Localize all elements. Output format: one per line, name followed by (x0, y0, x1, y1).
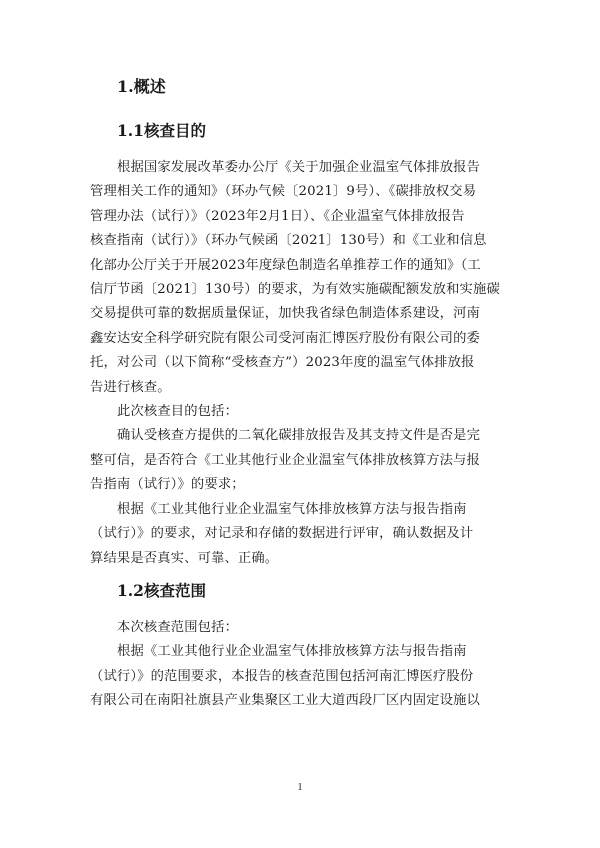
text-line: 确认受核查方提供的二氧化碳排放报告及其支持文件是否是完 (117, 428, 481, 444)
text-line: 算结果是否真实、可靠、正确。 (90, 550, 279, 566)
text-line: 托，对公司（以下简称“受核查方”）2023年度的温室气体排放报 (90, 355, 475, 371)
text-line: 告指南（试行）》的要求； (90, 477, 245, 493)
text-line: 核查指南（试行）》（环办气候函〔2021〕130号）和《工业和信息 (90, 233, 487, 249)
paragraph (90, 156, 512, 400)
paragraph (90, 424, 512, 497)
text-line: （试行）》的要求，对记录和存储的数据进行评审，确认数据及计 (90, 526, 474, 542)
section-title-scope: 1.2核查范围 (117, 580, 206, 600)
section-body-purpose (90, 156, 512, 571)
text-line: 根据《工业其他行业企业温室气体排放核算方法与报告指南 (117, 644, 467, 660)
text-line: 告进行核查。 (90, 379, 171, 395)
text-line: 本次核查范围包括： (117, 619, 239, 635)
text-line: 根据《工业其他行业企业温室气体排放核算方法与报告指南 (117, 501, 467, 517)
text-line: 整可信，是否符合《工业其他行业企业温室气体排放核算方法与报 (90, 452, 480, 468)
section-title-purpose: 1.1核查目的 (117, 121, 206, 140)
paragraph (90, 498, 512, 571)
page-content (90, 76, 512, 714)
text-line: 鑫安达安全科学研究院有限公司受河南汇博医疗股份有限公司的委 (90, 330, 480, 346)
paragraph (90, 640, 512, 713)
text-line: 化部办公厅关于开展2023年度绿色制造名单推荐工作的通知》（工 (90, 257, 481, 273)
text-line: 管理办法（试行）》（2023年2月1日）、《企业温室气体排放报告 (90, 208, 465, 224)
page-number: 1 (297, 782, 303, 793)
paragraph (117, 616, 512, 640)
text-line: 管理相关工作的通知》（环办气候〔2021〕9号）、《碳排放权交易 (90, 184, 477, 200)
text-line: 交易提供可靠的数据质量保证，加快我省绿色制造体系建设，河南 (90, 306, 480, 322)
text-line: 根据国家发展改革委办公厅《关于加强企业温室气体排放报告 (117, 160, 481, 175)
paragraph (117, 400, 512, 424)
text-line: 信厅节函〔2021〕130号）的要求，为有效实施碳配额发放和实施碳 (90, 282, 500, 298)
text-line: 此次核查目的包括： (117, 404, 239, 420)
text-line: 有限公司在南阳社旗县产业集聚区工业大道西段厂区内固定设施以 (90, 693, 480, 709)
section-body-scope (90, 616, 512, 714)
text-line: （试行）》的范围要求，本报告的核查范围包括河南汇博医疗股份 (90, 668, 474, 684)
heading-overview: 1.概述 (117, 77, 166, 96)
